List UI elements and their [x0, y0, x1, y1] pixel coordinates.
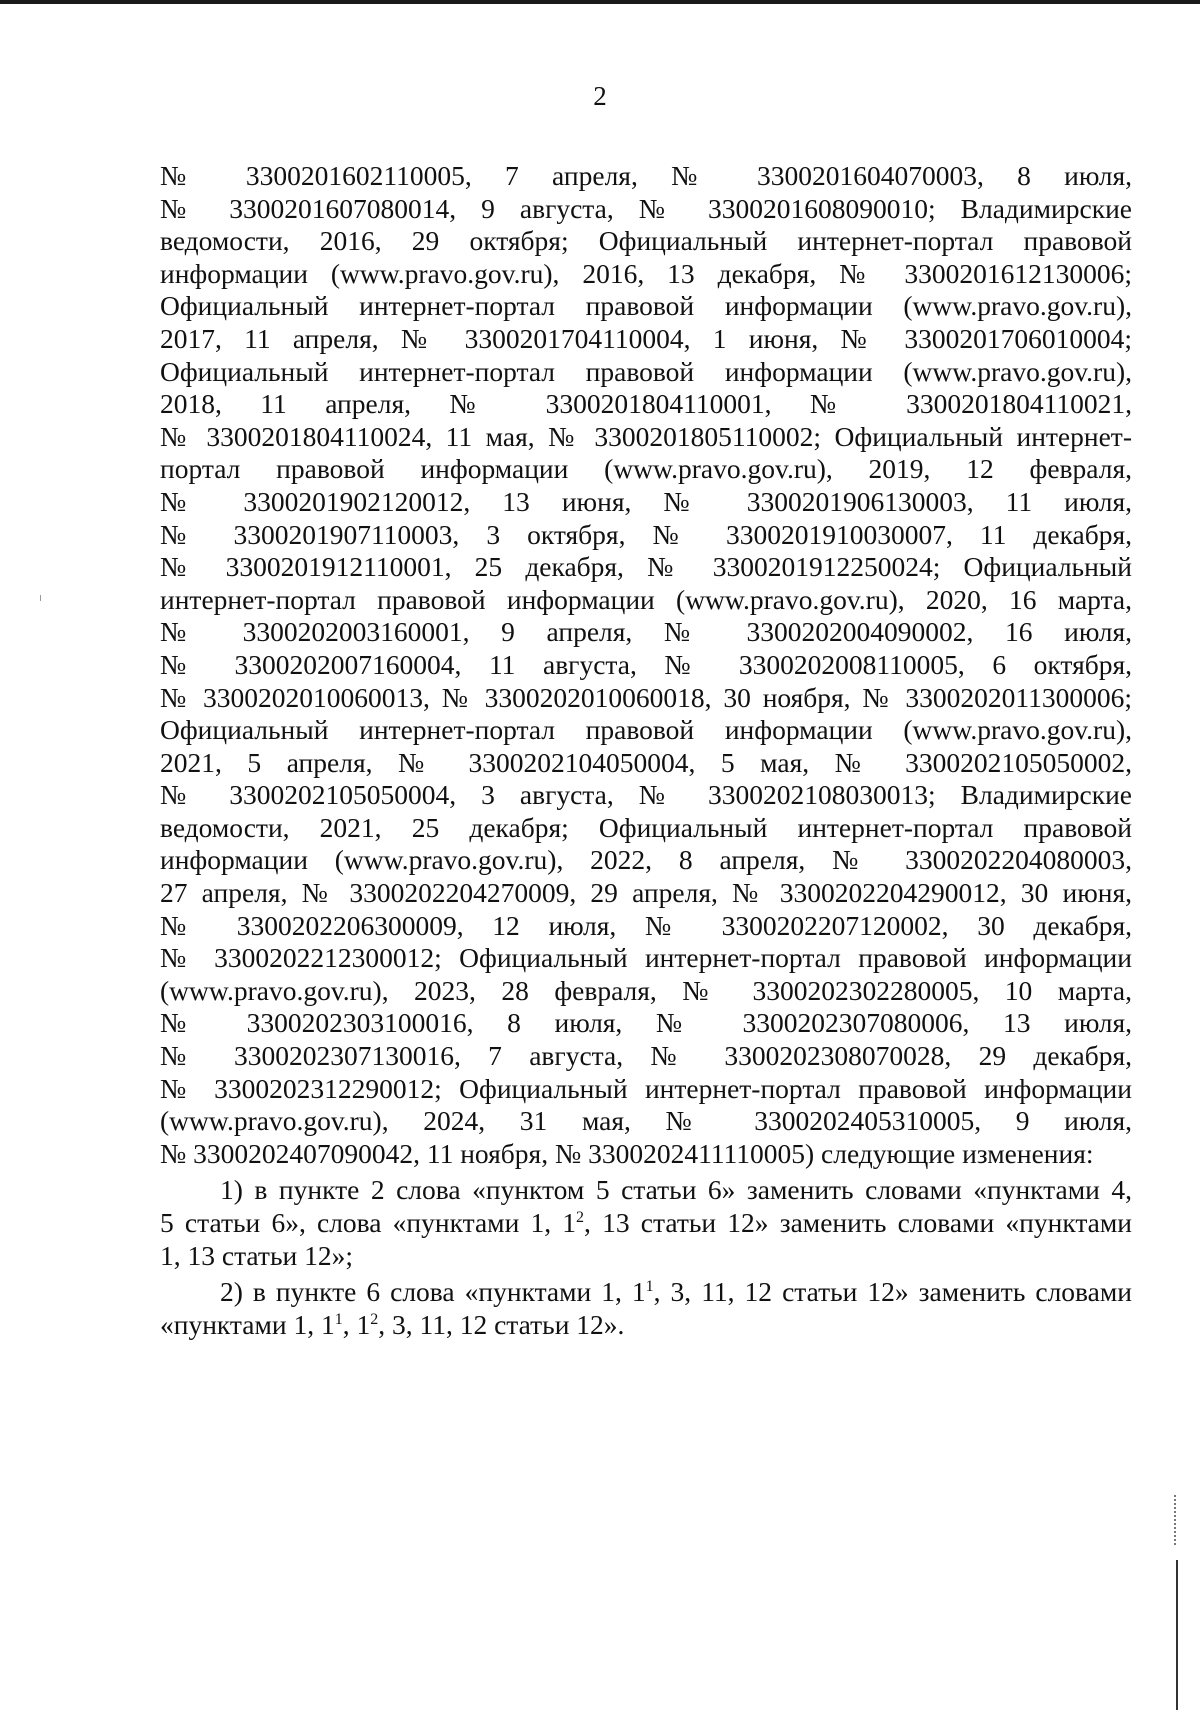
amendment-item-1-line-2 — [160, 1207, 1132, 1240]
text-line: № 3300202206300009, 12 июля, № 3300202207120002, 30 декабря, — [160, 909, 1132, 941]
text-line: № 3300202307130016, 7 августа, № 3300202308070028, 29 декабря, — [160, 1040, 1132, 1072]
text-run: , 3, 11, 12 статьи 12». — [378, 1308, 625, 1340]
scan-margin-dots — [1174, 1495, 1178, 1545]
text-run: 5 статьи 6», слова «пунктами 1, 1 — [160, 1207, 577, 1238]
scan-artifact — [40, 595, 41, 601]
amendment-item-1-line-3: 1, 13 статьи 12»; — [160, 1239, 353, 1271]
superscript: 2 — [370, 1310, 379, 1328]
text-line: Официальный интернет-портал правовой информации (www.pravo.gov.ru), — [160, 714, 1132, 746]
text-line: № 3300202212300012; Официальный интернет-портал правовой информации — [160, 942, 1132, 974]
text-line: ведомости, 2016, 29 октября; Официальный интернет-портал правовой — [160, 225, 1132, 257]
text-line: 2021, 5 апреля, № 3300202104050004, 5 мая, № 3300202105050002, — [160, 746, 1132, 778]
page-number: 2 — [593, 81, 607, 111]
text-line: интернет-портал правовой информации (www.pravo.gov.ru), 2020, 16 марта, — [160, 583, 1132, 615]
document-body — [160, 160, 1132, 1341]
text-line: (www.pravo.gov.ru), 2023, 28 февраля, № 3300202302280005, 10 марта, — [160, 974, 1132, 1006]
text-line: № 3300201804110024, 11 мая, № 3300201805110002; Официальный интернет- — [160, 420, 1132, 452]
amendment-item-2-line-2 — [160, 1309, 1132, 1342]
superscript: 1 — [334, 1310, 343, 1328]
amendment-item-2-line-1 — [160, 1276, 1132, 1309]
text-line: информации (www.pravo.gov.ru), 2016, 13 декабря, № 3300201612130006; — [160, 257, 1132, 289]
text-line: 2018, 11 апреля, № 3300201804110001, № 3300201804110021, — [160, 388, 1132, 420]
text-line: ведомости, 2021, 25 декабря; Официальный интернет-портал правовой — [160, 811, 1132, 843]
text-line: информации (www.pravo.gov.ru), 2022, 8 апреля, № 3300202204080003, — [160, 844, 1132, 876]
text-line: № 3300201912110001, 25 декабря, № 3300201912250024; Официальный — [160, 551, 1132, 583]
text-line: № 3300202303100016, 8 июля, № 3300202307080006, 13 июля, — [160, 1007, 1132, 1039]
text-line: № 3300201907110003, 3 октября, № 3300201910030007, 11 декабря, — [160, 518, 1132, 550]
amendment-item-1-line-1: 1) в пункте 2 слова «пунктом 5 статьи 6» заменить словами «пунктами 4, — [220, 1174, 1132, 1206]
text-line: № 3300201902120012, 13 июня, № 3300201906130003, 11 июля, — [160, 485, 1132, 517]
text-line: № 3300202105050004, 3 августа, № 3300202108030013; Владимирские — [160, 779, 1132, 811]
text-line: 27 апреля, № 3300202204270009, 29 апреля, № 3300202204290012, 30 июня, — [160, 877, 1132, 909]
text-run: , 13 статьи 12» заменить словами «пунктами — [584, 1207, 1132, 1238]
text-run: 2) в пункте 6 слова «пунктами 1, 1 — [220, 1276, 646, 1308]
text-line: 2017, 11 апреля, № 3300201704110004, 1 июня, № 3300201706010004; — [160, 322, 1132, 354]
text-line: Официальный интернет-портал правовой информации (www.pravo.gov.ru), — [160, 355, 1132, 387]
text-line: № 3300202007160004, 11 августа, № 3300202008110005, 6 октября, — [160, 648, 1132, 680]
text-run: «пунктами 1, 1 — [160, 1308, 335, 1340]
text-line: № 3300201602110005, 7 апреля, № 3300201604070003, 8 июля, — [160, 160, 1132, 191]
scan-margin-line — [1176, 1560, 1178, 1710]
text-line: (www.pravo.gov.ru), 2024, 31 мая, № 3300202405310005, 9 июля, — [160, 1105, 1132, 1137]
text-run: , 1 — [342, 1308, 371, 1340]
text-line: № 3300202010060013, № 3300202010060018, 30 ноября, № 3300202011300006; — [160, 681, 1132, 713]
text-line: портал правовой информации (www.pravo.gov.ru), 2019, 12 февраля, — [160, 453, 1132, 485]
text-line: № 3300202312290012; Официальный интернет-портал правовой информации — [160, 1072, 1132, 1104]
text-line: № 3300201607080014, 9 августа, № 3300201608090010; Владимирские — [160, 192, 1132, 224]
text-line: Официальный интернет-портал правовой информации (www.pravo.gov.ru), — [160, 290, 1132, 322]
superscript: 1 — [645, 1278, 654, 1296]
text-run: , 3, 11, 12 статьи 12» заменить словами — [653, 1276, 1132, 1308]
text-line: № 3300202407090042, 11 ноября, № 3300202411110005) следующие изменения: — [160, 1137, 1094, 1169]
scan-top-edge — [0, 0, 1200, 4]
superscript: 2 — [576, 1209, 585, 1226]
text-line: № 3300202003160001, 9 апреля, № 3300202004090002, 16 июля, — [160, 616, 1132, 648]
